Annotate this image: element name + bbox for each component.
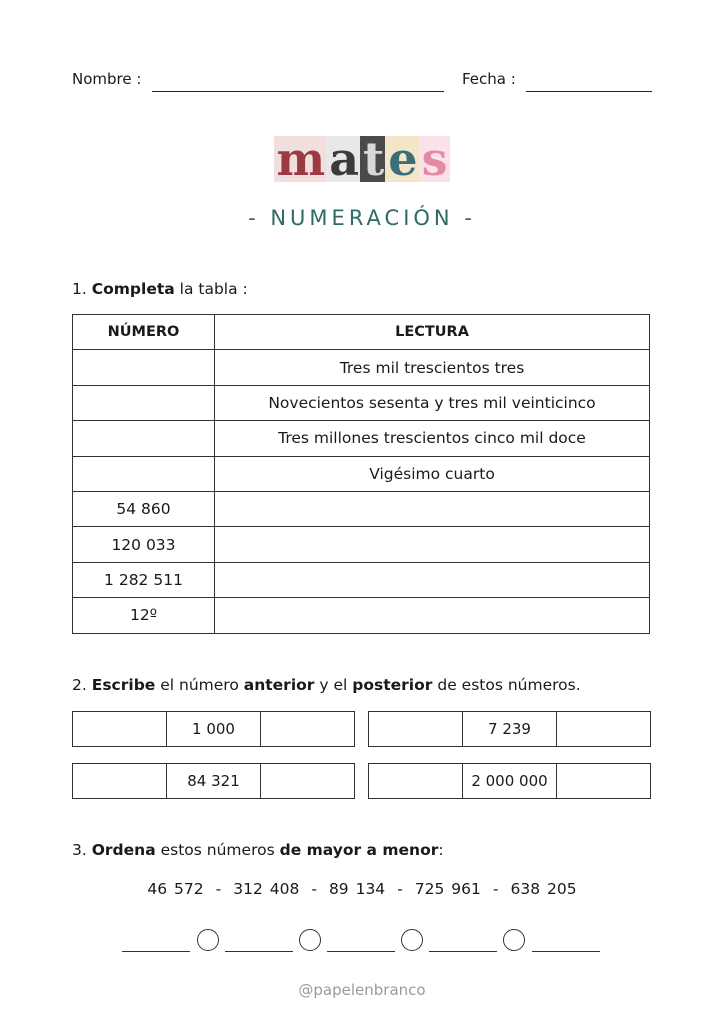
table-row bbox=[73, 350, 650, 385]
header-numero: NÚMERO bbox=[73, 315, 215, 350]
neighbors-grid-1 bbox=[72, 711, 355, 747]
neighbors-grid-4 bbox=[368, 763, 651, 799]
question-keyword: Escribe bbox=[91, 676, 156, 694]
neighbors-grid-3 bbox=[72, 763, 355, 799]
cell-numero[interactable] bbox=[73, 456, 215, 491]
question-number: 2. bbox=[72, 676, 87, 694]
header-lectura: LECTURA bbox=[215, 315, 650, 350]
question-text: : bbox=[438, 841, 444, 859]
comparison-circle[interactable] bbox=[197, 929, 219, 951]
order-answer-row bbox=[122, 927, 602, 955]
given-number: 2 000 000 bbox=[463, 764, 557, 799]
numbers-to-order bbox=[0, 880, 724, 898]
answer-blank[interactable] bbox=[122, 951, 190, 952]
neighbors-grid-2 bbox=[368, 711, 651, 747]
logo-letter-e: e bbox=[385, 136, 420, 182]
order-number: 725 961 bbox=[414, 880, 481, 898]
date-label: Fecha : bbox=[462, 70, 516, 88]
question-text: la tabla : bbox=[179, 280, 248, 298]
comparison-circle[interactable] bbox=[503, 929, 525, 951]
anterior-cell[interactable] bbox=[73, 712, 167, 747]
subtitle: - NUMERACIÓN - bbox=[248, 206, 476, 230]
cell-numero: 120 033 bbox=[73, 527, 215, 562]
logo-letter-m: m bbox=[274, 136, 329, 182]
logo-letter-s: s bbox=[419, 136, 451, 182]
given-number: 84 321 bbox=[167, 764, 261, 799]
question-keyword: posterior bbox=[352, 676, 433, 694]
table-row bbox=[73, 421, 650, 456]
comparison-circle[interactable] bbox=[401, 929, 423, 951]
cell-lectura[interactable] bbox=[215, 527, 650, 562]
question-3 bbox=[72, 841, 444, 859]
anterior-cell[interactable] bbox=[73, 764, 167, 799]
cell-lectura: Vigésimo cuarto bbox=[215, 456, 650, 491]
posterior-cell[interactable] bbox=[557, 764, 651, 799]
table-row bbox=[73, 598, 650, 633]
posterior-cell[interactable] bbox=[261, 712, 355, 747]
anterior-cell[interactable] bbox=[369, 712, 463, 747]
footer-credit: @papelenbranco bbox=[298, 981, 426, 999]
table-row bbox=[73, 527, 650, 562]
cell-numero: 12º bbox=[73, 598, 215, 633]
question-text: y el bbox=[319, 676, 348, 694]
name-field-line[interactable] bbox=[152, 91, 444, 92]
question-text: el número bbox=[160, 676, 239, 694]
question-text: estos números bbox=[160, 841, 275, 859]
question-number: 3. bbox=[72, 841, 87, 859]
question-1 bbox=[72, 280, 248, 298]
table-header-row bbox=[73, 315, 650, 350]
cell-numero[interactable] bbox=[73, 385, 215, 420]
answer-blank[interactable] bbox=[429, 951, 497, 952]
table-row bbox=[73, 456, 650, 491]
name-label: Nombre : bbox=[72, 70, 142, 88]
question-keyword: de mayor a menor bbox=[279, 841, 439, 859]
cell-numero[interactable] bbox=[73, 421, 215, 456]
separator: - bbox=[311, 880, 317, 898]
separator: - bbox=[215, 880, 222, 898]
table-row bbox=[73, 562, 650, 597]
logo-letter-a: a bbox=[326, 136, 362, 182]
separator: - bbox=[492, 880, 499, 898]
cell-lectura: Novecientos sesenta y tres mil veinticinco bbox=[215, 385, 650, 420]
cell-numero[interactable] bbox=[73, 350, 215, 385]
order-number: 46 572 bbox=[147, 880, 204, 898]
question-keyword: Completa bbox=[91, 280, 175, 298]
answer-blank[interactable] bbox=[327, 951, 395, 952]
cell-lectura[interactable] bbox=[215, 491, 650, 526]
cell-lectura[interactable] bbox=[215, 562, 650, 597]
numbers-table bbox=[72, 314, 650, 634]
cell-lectura: Tres millones trescientos cinco mil doce bbox=[215, 421, 650, 456]
posterior-cell[interactable] bbox=[261, 764, 355, 799]
table-row bbox=[73, 385, 650, 420]
answer-blank[interactable] bbox=[532, 951, 600, 952]
given-number: 1 000 bbox=[167, 712, 261, 747]
cell-lectura: Tres mil trescientos tres bbox=[215, 350, 650, 385]
question-number: 1. bbox=[72, 280, 87, 298]
date-field-line[interactable] bbox=[526, 91, 652, 92]
order-number: 312 408 bbox=[233, 880, 300, 898]
question-keyword: anterior bbox=[243, 676, 315, 694]
table-row bbox=[73, 491, 650, 526]
logo-letter-t: t bbox=[360, 136, 387, 182]
order-number: 89 134 bbox=[328, 880, 386, 898]
cell-numero: 54 860 bbox=[73, 491, 215, 526]
given-number: 7 239 bbox=[463, 712, 557, 747]
mates-logo bbox=[0, 132, 724, 188]
order-number: 638 205 bbox=[510, 880, 577, 898]
cell-lectura[interactable] bbox=[215, 598, 650, 633]
posterior-cell[interactable] bbox=[557, 712, 651, 747]
question-keyword: Ordena bbox=[91, 841, 156, 859]
question-2 bbox=[72, 676, 581, 694]
header-row bbox=[72, 70, 652, 94]
comparison-circle[interactable] bbox=[299, 929, 321, 951]
answer-blank[interactable] bbox=[225, 951, 293, 952]
separator: - bbox=[397, 880, 403, 898]
cell-numero: 1 282 511 bbox=[73, 562, 215, 597]
anterior-cell[interactable] bbox=[369, 764, 463, 799]
question-text: de estos números. bbox=[437, 676, 581, 694]
